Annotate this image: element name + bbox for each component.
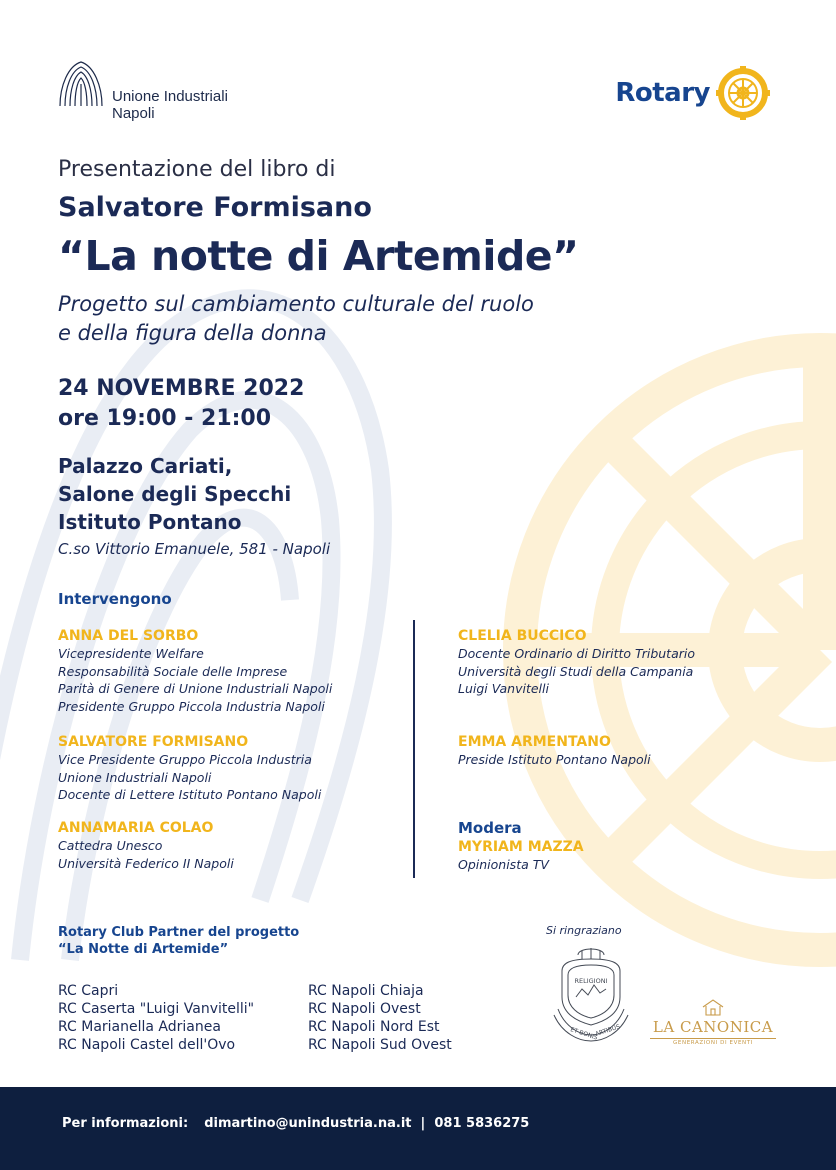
list-item: RC Caserta "Luigi Vanvitelli" [58,1001,255,1017]
speaker-role: Docente di Lettere Istituto Pontano Napoli [58,787,322,802]
seal-top-text: RELIGIONI [574,977,608,985]
moderator-name: MYRIAM MAZZA [458,839,584,855]
speaker-role: Università degli Studi della Campania [458,663,694,679]
footer-phone[interactable]: 081 5836275 [434,1116,530,1131]
list-item: RC Napoli Ovest [308,1001,421,1017]
la-canonica-logo [650,998,776,1046]
list-item: RC Marianella Adrianea [58,1019,221,1035]
venue-line1: Palazzo Cariati, [58,454,233,478]
speaker-role: Unione Industriali Napoli [58,769,212,785]
footer-email-link[interactable]: dimartino@unindustria.na.it [204,1116,412,1131]
partners-title-line2: “La Notte di Artemide” [58,942,229,957]
speaker-role: Cattedra Unesco [58,838,163,853]
speaker-emma-armentano [458,733,798,769]
partner-clubs-col1 [58,982,254,1054]
canonica-name: LA CANONICA [652,1018,774,1036]
moderator-role: Opinionista TV [458,857,549,872]
event-venue [58,452,291,536]
speaker-role: Università Federico II Napoli [58,855,234,871]
speaker-role: Presidente Gruppo Piccola Industria Napoli [58,698,325,714]
partner-clubs-col2 [308,982,452,1054]
seal-left-text: ET BONIS [569,1026,599,1042]
list-item: RC Napoli Sud Ovest [308,1037,452,1053]
speaker-annamaria-colao [58,819,398,872]
house-icon [701,998,725,1016]
speaker-role: Docente Ordinario di Diritto Tributario [458,646,695,661]
partners-title-line1: Rotary Club Partner del progetto [58,925,300,940]
partners-title [58,924,299,958]
rotary-logo [615,66,770,120]
speaker-name: SALVATORE FORMISANO [58,734,249,750]
speaker-role: Vicepresidente Welfare [58,646,204,661]
speaker-clelia-buccico [458,627,798,698]
canonica-tagline: GENERAZIONI DI EVENTI [650,1038,776,1046]
venue-line2: Salone degli Specchi [58,482,292,506]
event-time: ore 19:00 - 21:00 [58,406,272,431]
speaker-anna-del-sorbo [58,627,398,715]
unione-name-line1: Unione Industriali [112,88,228,105]
speaker-role: Luigi Vanvitelli [458,681,549,696]
subtitle-line2: e della figura della donna [58,321,327,345]
speaker-role: Vice Presidente Gruppo Piccola Industria [58,752,312,767]
speaker-salvatore-formisano [58,733,398,804]
thanks-label: Si ringraziano [546,924,622,937]
event-subtitle [58,290,698,348]
event-date: 24 NOVEMBRE 2022 [58,376,305,401]
book-title: “La notte di Artemide” [58,232,579,280]
list-item: RC Napoli Castel dell'Ovo [58,1037,236,1053]
list-item: RC Napoli Chiaja [308,983,424,999]
rotary-wordmark: Rotary [615,78,710,108]
unione-industriali-logo [56,58,228,122]
moderator-label: Modera [458,819,522,837]
istituto-pontano-seal-icon [548,945,634,1049]
seal-right-text: ARTIBUS [594,1023,621,1038]
venue-address: C.so Vittorio Emanuele, 581 - Napoli [58,540,331,558]
venue-line3: Istituto Pontano [58,510,242,534]
footer-separator: | [420,1116,426,1131]
moderator-block [458,818,798,874]
list-item: RC Napoli Nord Est [308,1019,440,1035]
unione-industriali-emblem-icon [56,58,106,108]
intro-text: Presentazione del libro di [58,157,336,182]
rotary-wheel-icon [716,66,770,120]
speaker-role: Responsabilità Sociale delle Imprese [58,663,288,679]
list-item: RC Capri [58,983,119,999]
footer-label: Per informazioni: [62,1116,189,1131]
speaker-role: Parità di Genere di Unione Industriali Napoli [58,681,333,696]
event-datetime [58,374,304,434]
subtitle-line1: Progetto sul cambiamento culturale del ruolo [58,292,534,316]
column-divider [413,620,415,878]
speakers-label: Intervengono [58,590,172,608]
speaker-name: CLELIA BUCCICO [458,628,587,644]
author-name: Salvatore Formisano [58,192,372,223]
speaker-name: ANNA DEL SORBO [58,628,199,644]
speaker-name: EMMA ARMENTANO [458,734,611,750]
speaker-name: ANNAMARIA COLAO [58,820,214,836]
speaker-role: Preside Istituto Pontano Napoli [458,752,651,767]
footer-contact [62,1116,529,1131]
unione-name-line2: Napoli [112,105,155,122]
